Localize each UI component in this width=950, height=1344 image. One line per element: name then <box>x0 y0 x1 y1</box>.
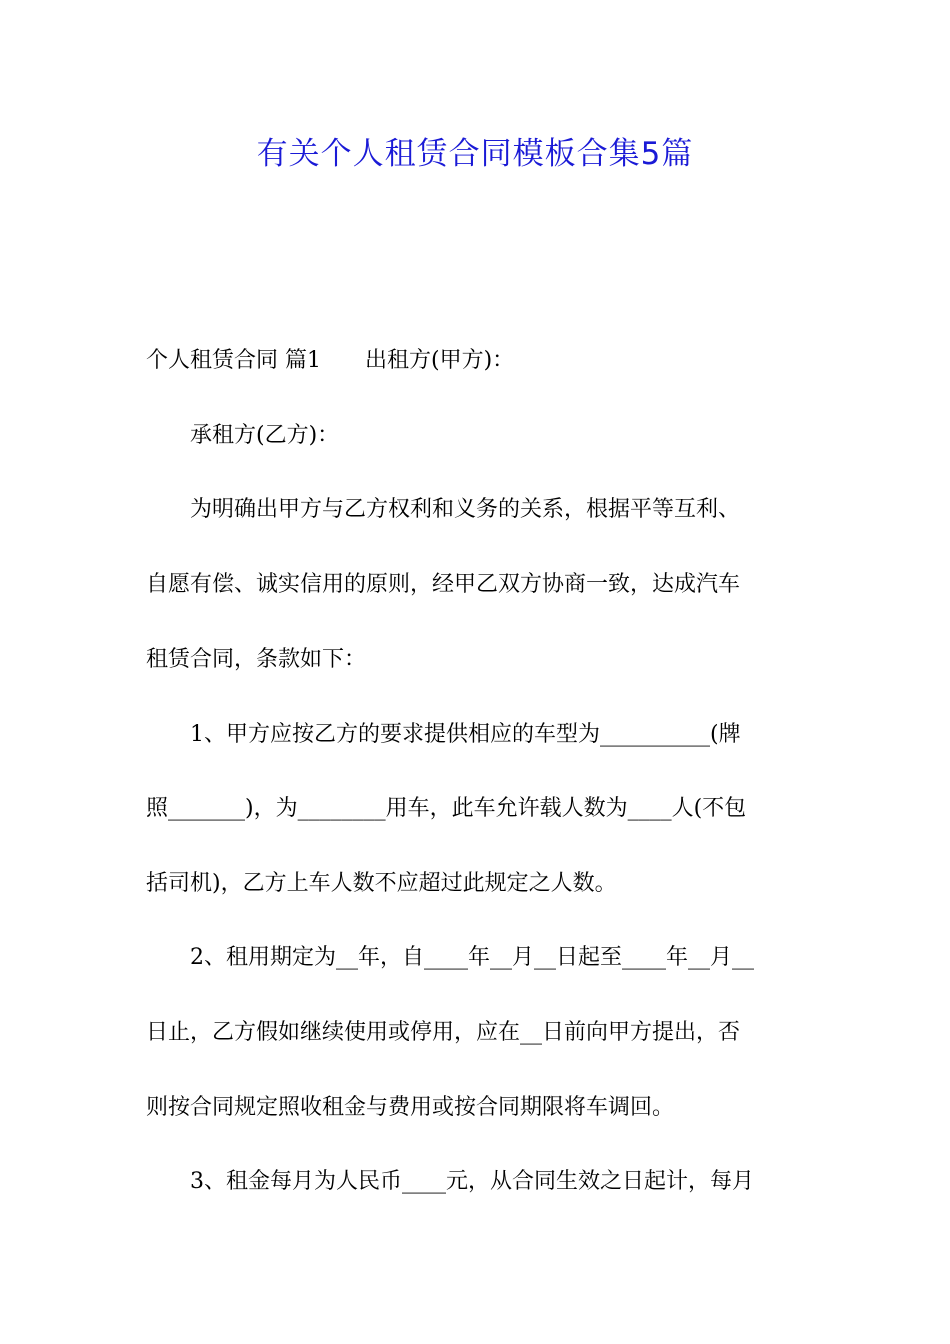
lessee-label: 承租方(乙方)： <box>190 423 340 448</box>
clause-2-line: 则按合同规定照收租金与费用或按合同期限将车调回。 <box>146 1095 675 1120</box>
section-heading-line <box>146 346 816 376</box>
page-title: 有关个人租赁合同模板合集5篇 <box>256 136 694 172</box>
clause-3-line: 3、租金每月为人民币____元，从合同生效之日起计，每月 <box>190 1169 754 1194</box>
clause-1-line: 括司机)，乙方上车人数不应超过此规定之人数。 <box>146 871 617 896</box>
clause-1-line: 1、甲方应按乙方的要求提供相应的车型为__________(牌 <box>190 722 741 747</box>
clause-2-line: 2、租用期定为__年，自____年__月__日起至____年__月__ <box>190 945 754 970</box>
paragraph-line: 自愿有偿、诚实信用的原则，经甲乙双方协商一致，达成汽车 <box>146 572 741 597</box>
clause-2-line: 日止，乙方假如继续使用或停用，应在__日前向甲方提出，否 <box>146 1020 741 1045</box>
paragraph-line: 租赁合同，条款如下： <box>146 647 367 672</box>
lessor-label: 出租方(甲方)： <box>365 348 515 373</box>
paragraph-line: 为明确出甲方与乙方权利和义务的关系，根据平等互利、 <box>190 497 741 522</box>
section-heading: 个人租赁合同 篇1 <box>146 348 321 373</box>
clause-1-line: 照_______)，为________用车，此车允许载人数为____人(不包 <box>146 796 747 821</box>
